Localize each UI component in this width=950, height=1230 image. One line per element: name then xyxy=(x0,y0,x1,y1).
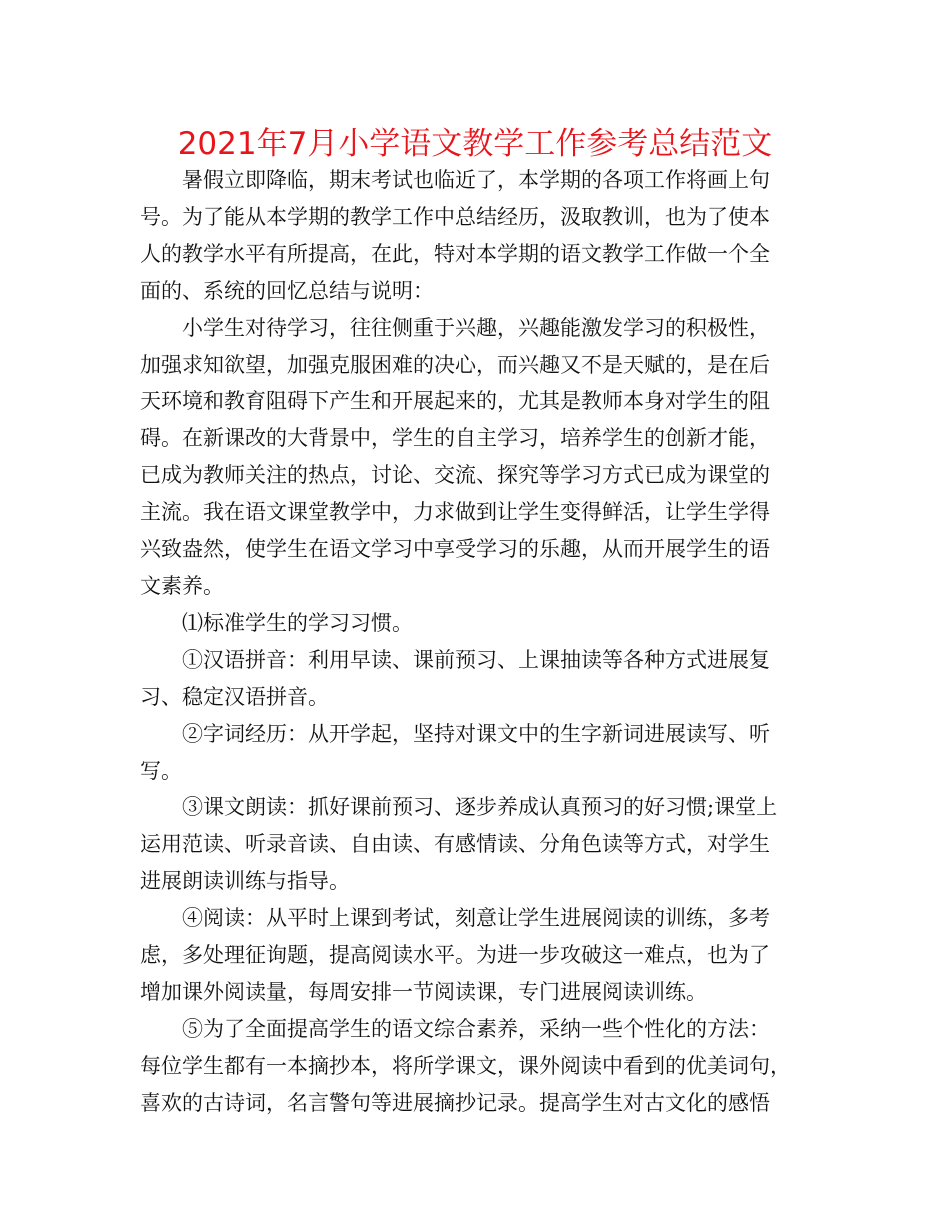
text-line: ②字词经历：从开学起，坚持对课文中的生字新词进展读写、听 xyxy=(182,721,770,746)
text-line: 习、稳定汉语拼音。 xyxy=(140,684,329,709)
text-line: ⑴标准学生的学习习惯。 xyxy=(182,610,413,635)
text-line: 号。为了能从本学期的教学工作中总结经历，汲取教训，也为了使本 xyxy=(140,204,770,229)
text-line: 面的、系统的回忆总结与说明： xyxy=(140,278,434,303)
paragraph xyxy=(140,1011,812,1122)
document-body xyxy=(140,162,812,1122)
text-line: ①汉语拼音：利用早读、课前预习、上课抽读等各种方式进展复 xyxy=(182,647,770,672)
paragraph xyxy=(140,716,812,790)
text-line: ④阅读：从平时上课到考试，刻意让学生进展阅读的训练，多考 xyxy=(182,906,770,931)
text-line: 虑，多处理征询题，提高阅读水平。为进一步攻破这一难点，也为了 xyxy=(140,943,770,968)
text-line: 运用范读、听录音读、自由读、有感情读、分角色读等方式，对学生 xyxy=(140,832,770,857)
text-line: 兴致盎然，使学生在语文学习中享受学习的乐趣，从而开展学生的语 xyxy=(140,537,770,562)
text-line: 碍。在新课改的大背景中，学生的自主学习，培养学生的创新才能， xyxy=(140,426,770,451)
text-line: 文素养。 xyxy=(140,573,224,598)
text-line: 主流。我在语文课堂教学中，力求做到让学生变得鲜活，让学生学得 xyxy=(140,500,770,525)
text-line: ③课文朗读：抓好课前预习、逐步养成认真预习的好习惯;课堂上 xyxy=(182,795,778,820)
text-line: 小学生对待学习，往往侧重于兴趣，兴趣能激发学习的积极性， xyxy=(182,315,770,340)
text-line: ⑤为了全面提高学生的语文综合素养，采纳一些个性化的方法： xyxy=(182,1016,770,1041)
text-line: 已成为教师关注的热点，讨论、交流、探究等学习方式已成为课堂的 xyxy=(140,463,770,488)
text-line: 天环境和教育阻碍下产生和开展起来的，尤其是教师本身对学生的阻 xyxy=(140,389,770,414)
text-line: 喜欢的古诗词，名言警句等进展摘抄记录。提高学生对古文化的感悟 xyxy=(140,1090,770,1115)
document-title: 2021年7月小学语文教学工作参考总结范文 xyxy=(177,126,773,162)
text-line: 每位学生都有一本摘抄本，将所学课文，课外阅读中看到的优美词句， xyxy=(140,1053,791,1078)
paragraph xyxy=(140,900,812,1011)
paragraph xyxy=(140,789,812,900)
paragraph xyxy=(140,310,812,605)
paragraph xyxy=(140,605,812,642)
paragraph xyxy=(140,642,812,716)
text-line: 加强求知欲望，加强克服困难的决心，而兴趣又不是天赋的，是在后 xyxy=(140,352,770,377)
text-line: 增加课外阅读量，每周安排一节阅读课，专门进展阅读训练。 xyxy=(140,979,707,1004)
text-line: 写。 xyxy=(140,758,182,783)
text-line: 暑假立即降临，期末考试也临近了，本学期的各项工作将画上句 xyxy=(182,168,770,192)
paragraph xyxy=(140,162,812,310)
text-line: 进展朗读训练与指导。 xyxy=(140,869,350,894)
text-line: 人的教学水平有所提高，在此，特对本学期的语文教学工作做一个全 xyxy=(140,241,770,266)
